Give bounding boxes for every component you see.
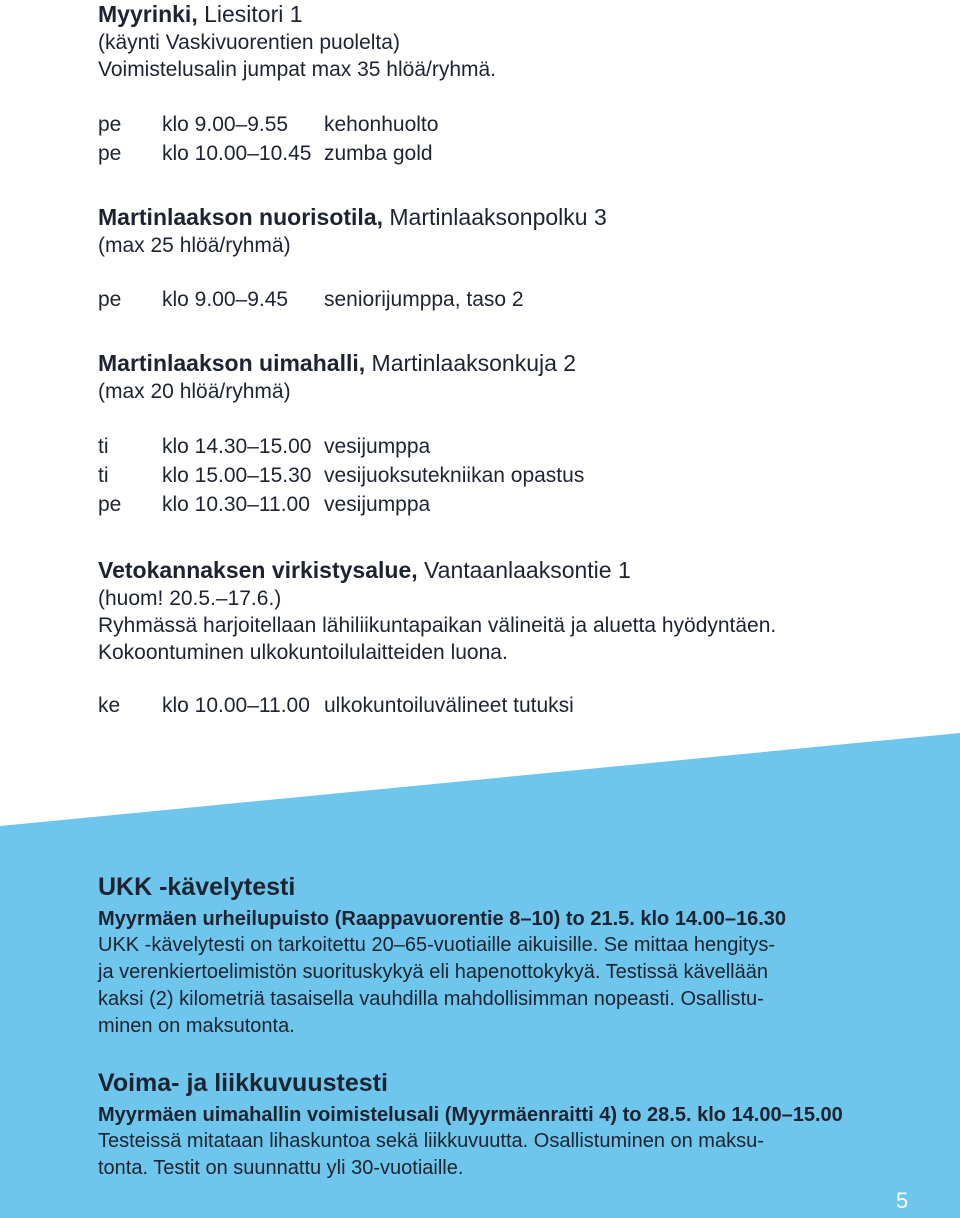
session-day: pe: [98, 113, 122, 136]
session-time: klo 10.30–11.00: [162, 493, 310, 516]
session-time: klo 10.00–10.45: [162, 142, 312, 165]
venue-address: Martinlaaksonpolku 3: [389, 204, 607, 230]
session-row: [98, 691, 776, 720]
session-row: [98, 490, 584, 519]
session-row: [98, 110, 496, 139]
venue-title: [98, 556, 776, 585]
venue-name: Vetokannaksen virkistysalue,: [98, 557, 418, 583]
session-time: klo 14.30–15.00: [162, 435, 312, 458]
session-time: klo 9.00–9.55: [162, 113, 289, 136]
venue-name: Martinlaakson uimahalli,: [98, 350, 366, 376]
session-day: ke: [98, 694, 121, 717]
venue-title: [98, 203, 607, 232]
session-day: pe: [98, 288, 122, 311]
session-time: klo 15.00–15.30: [162, 464, 312, 487]
test-voima: [98, 1068, 843, 1182]
session-time: klo 10.00–11.00: [162, 694, 310, 717]
test-description-line: kaksi (2) kilometriä tasaisella vauhdilla mahdollisimman nopeasti. Osallistu-: [98, 988, 764, 1010]
venue-note: (käynti Vaskivuorentien puolelta): [98, 31, 400, 54]
venue-note: (huom! 20.5.–17.6.): [98, 587, 282, 610]
venue-note: Ryhmässä harjoitellaan lähiliikuntapaikan välineitä ja aluetta hyödyntäen.: [98, 614, 777, 637]
test-location: Myyrmäen urheilupuisto (Raappavuorentie 8–10) to 21.5. klo 14.00–16.30: [98, 908, 787, 930]
session-activity: seniorijumppa, taso 2: [324, 288, 524, 311]
session-time: klo 9.00–9.45: [162, 288, 289, 311]
venue-uimahalli: [98, 349, 584, 519]
venue-name: Myyrinki,: [98, 1, 198, 27]
test-description-line: tonta. Testit on suunnattu yli 30-vuotiaille.: [98, 1157, 464, 1179]
page-number: 5: [896, 1188, 909, 1213]
session-day: ti: [98, 435, 109, 458]
venue-title: [98, 349, 584, 378]
venue-myyrinki: [98, 0, 496, 168]
venue-address: Martinlaaksonkuja 2: [371, 350, 577, 376]
session-activity: ulkokuntoiluvälineet tutuksi: [324, 694, 574, 717]
test-description-line: ja verenkiertoelimistön suorituskykyä eli hapenottokykyä. Testissä kävellään: [98, 961, 768, 983]
session-activity: vesijumppa: [324, 493, 431, 516]
venue-address: Vantaanlaaksontie 1: [424, 557, 631, 583]
venue-note: Voimistelusalin jumpat max 35 hlöä/ryhmä.: [98, 58, 497, 81]
venue-address: Liesitori 1: [204, 1, 303, 27]
test-description-line: UKK -kävelytesti on tarkoitettu 20–65-vuotiaille aikuisille. Se mittaa hengitys-: [98, 934, 775, 956]
venue-vetokannas: [98, 556, 776, 720]
test-location: Myyrmäen uimahallin voimistelusali (Myyrmäenraitti 4) to 28.5. klo 14.00–15.00: [98, 1104, 843, 1126]
venue-title: [98, 0, 496, 29]
session-day: ti: [98, 464, 109, 487]
venue-note: (max 20 hlöä/ryhmä): [98, 380, 291, 403]
test-title: UKK -kävelytesti: [98, 873, 296, 901]
session-activity: vesijuoksutekniikan opastus: [324, 464, 585, 487]
session-row: [98, 285, 607, 314]
session-activity: vesijumppa: [324, 435, 431, 458]
test-description-line: Testeissä mitataan lihaskuntoa sekä liikkuvuutta. Osallistuminen on maksu-: [98, 1130, 764, 1152]
session-row: [98, 461, 584, 490]
venue-name: Martinlaakson nuorisotila,: [98, 204, 383, 230]
session-day: pe: [98, 493, 122, 516]
session-row: [98, 432, 584, 461]
session-activity: zumba gold: [324, 142, 433, 165]
test-title: Voima- ja liikkuvuustesti: [98, 1069, 388, 1097]
session-row: [98, 139, 496, 168]
venue-nuorisotila: [98, 203, 607, 314]
venue-note: Kokoontuminen ulkokuntoilulaitteiden luona.: [98, 641, 508, 664]
session-activity: kehonhuolto: [324, 113, 439, 136]
venue-note: (max 25 hlöä/ryhmä): [98, 234, 291, 257]
test-ukk: [98, 872, 786, 1040]
session-day: pe: [98, 142, 122, 165]
test-description-line: minen on maksutonta.: [98, 1015, 295, 1037]
